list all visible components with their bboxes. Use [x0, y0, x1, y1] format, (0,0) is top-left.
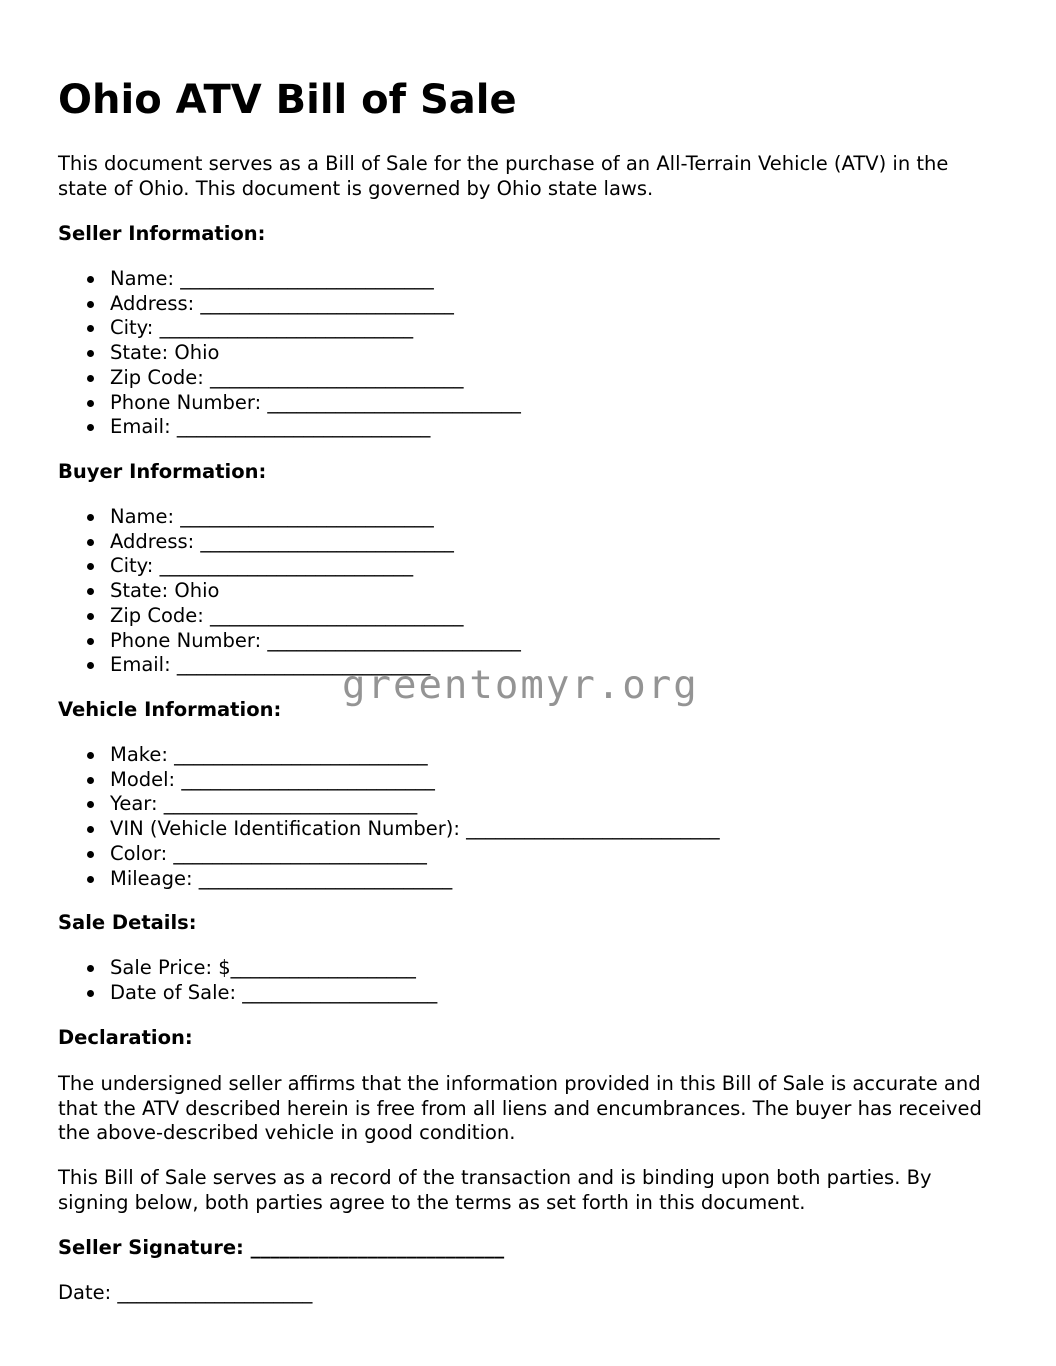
seller-name-field: Name: __________________________: [58, 267, 521, 292]
vehicle-heading: Vehicle Information:: [58, 698, 282, 721]
vehicle-model-field: Model: __________________________: [58, 768, 720, 793]
buyer-city-field: City: __________________________: [58, 554, 521, 579]
buyer-email-field: Email: __________________________: [58, 653, 521, 678]
declaration-paragraph-1: The undersigned seller affirms that the information provided in this Bill of Sale is accurate and that the ATV described herein is free from all liens and encumbrances. The buyer has received the above-described vehicle in good condition.: [58, 1072, 982, 1144]
seller-signature-line: Seller Signature: __________________________: [58, 1236, 505, 1259]
seller-phone-field: Phone Number: __________________________: [58, 391, 521, 416]
buyer-state-field: State: Ohio: [58, 579, 521, 604]
buyer-list: [58, 505, 521, 678]
sale-date-field: Date of Sale: ____________________: [58, 981, 437, 1006]
seller-heading: Seller Information:: [58, 222, 266, 245]
seller-zip-field: Zip Code: __________________________: [58, 366, 521, 391]
vehicle-vin-field: VIN (Vehicle Identification Number): __________________________: [58, 817, 720, 842]
vehicle-mileage-field: Mileage: __________________________: [58, 867, 720, 892]
seller-address-field: Address: __________________________: [58, 292, 521, 317]
seller-city-field: City: __________________________: [58, 316, 521, 341]
buyer-address-field: Address: __________________________: [58, 530, 521, 555]
vehicle-make-field: Make: __________________________: [58, 743, 720, 768]
buyer-name-field: Name: __________________________: [58, 505, 521, 530]
watermark-text: greentomyr.org: [342, 663, 699, 708]
declaration-heading: Declaration:: [58, 1026, 193, 1049]
sale-price-field: Sale Price: $___________________: [58, 956, 437, 981]
buyer-heading: Buyer Information:: [58, 460, 267, 483]
buyer-zip-field: Zip Code: __________________________: [58, 604, 521, 629]
document-title: Ohio ATV Bill of Sale: [58, 77, 517, 123]
seller-list: [58, 267, 521, 440]
intro-paragraph: This document serves as a Bill of Sale for the purchase of an All-Terrain Vehicle (ATV) in the state of Ohio. This document is governed by Ohio state laws.: [58, 152, 949, 200]
vehicle-year-field: Year: __________________________: [58, 792, 720, 817]
seller-email-field: Email: __________________________: [58, 415, 521, 440]
buyer-phone-field: Phone Number: __________________________: [58, 629, 521, 654]
vehicle-list: [58, 743, 720, 891]
sale-list: [58, 956, 437, 1005]
declaration-paragraph-2: This Bill of Sale serves as a record of the transaction and is binding upon both parties. By signing below, both parties agree to the terms as set forth in this document.: [58, 1166, 932, 1214]
vehicle-color-field: Color: __________________________: [58, 842, 720, 867]
sale-heading: Sale Details:: [58, 911, 197, 934]
signature-date-line: Date: ____________________: [58, 1281, 313, 1304]
seller-state-field: State: Ohio: [58, 341, 521, 366]
